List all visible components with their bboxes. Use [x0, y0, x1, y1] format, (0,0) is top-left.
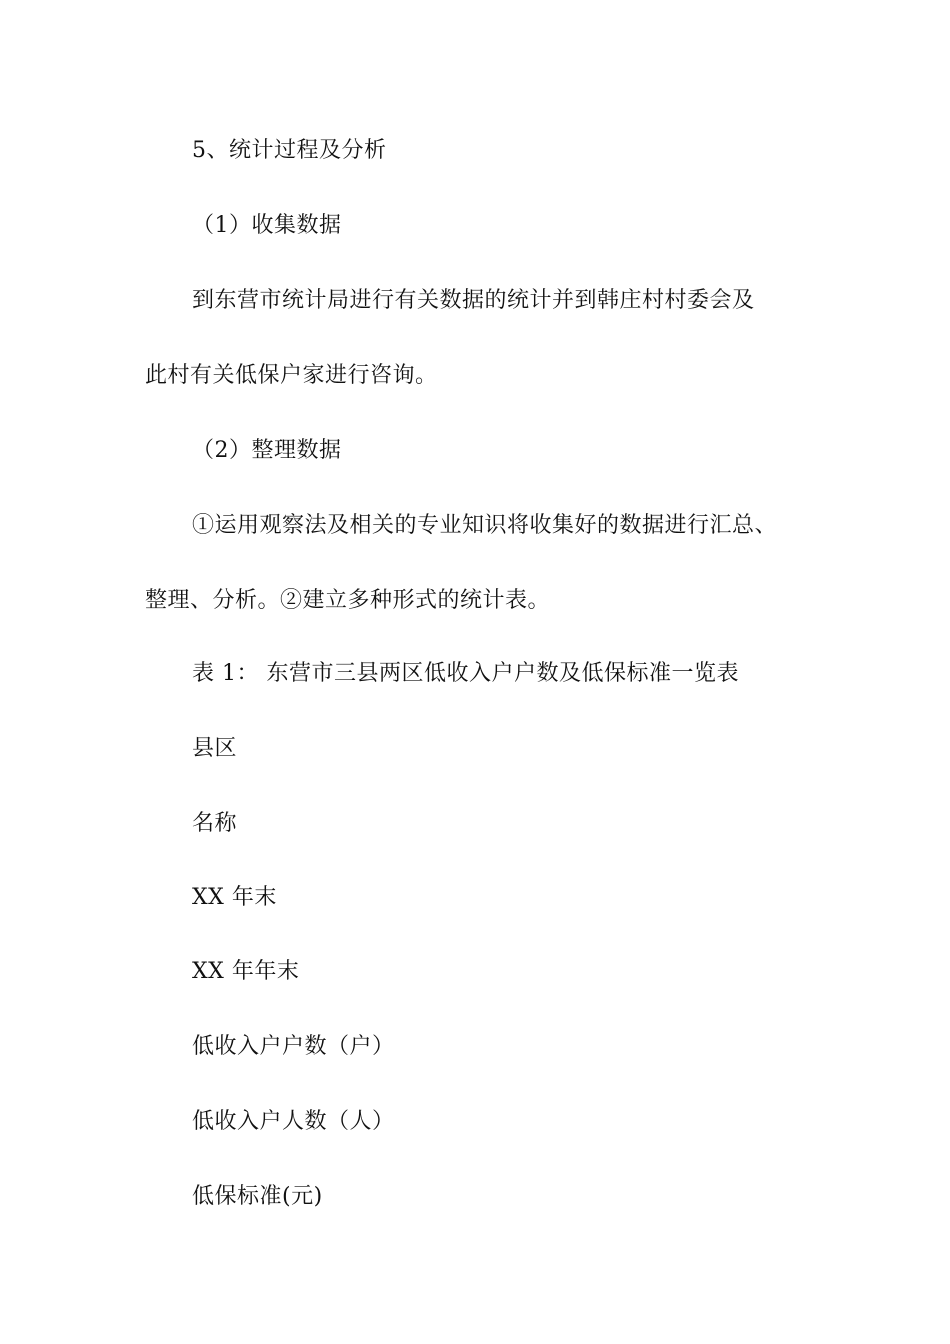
paragraph-organize-line-2: 整理、分析。②建立多种形式的统计表。 [145, 588, 551, 613]
paragraph-organize-line-1: ①运用观察法及相关的专业知识将收集好的数据进行汇总、 [192, 513, 778, 538]
table-header-county: 县区 [192, 736, 238, 761]
table-header-name: 名称 [192, 811, 238, 836]
table-header-year-year-end: XX 年年末 [192, 959, 300, 984]
table-header-households: 低收入户户数（户） [192, 1034, 395, 1059]
section-heading: 5、统计过程及分析 [192, 138, 387, 163]
table-header-standard: 低保标准(元) [192, 1184, 323, 1209]
table-caption: 表 1： 东营市三县两区低收入户户数及低保标准一览表 [192, 661, 739, 686]
paragraph-collect-line-2: 此村有关低保户家进行咨询。 [145, 363, 438, 388]
step-collect-data: （1）收集数据 [192, 213, 342, 238]
paragraph-collect-line-1: 到东营市统计局进行有关数据的统计并到韩庄村村委会及 [192, 288, 755, 313]
step-organize-data: （2）整理数据 [192, 438, 342, 463]
table-header-persons: 低收入户人数（人） [192, 1109, 395, 1134]
table-header-year-end: XX 年末 [192, 885, 277, 910]
